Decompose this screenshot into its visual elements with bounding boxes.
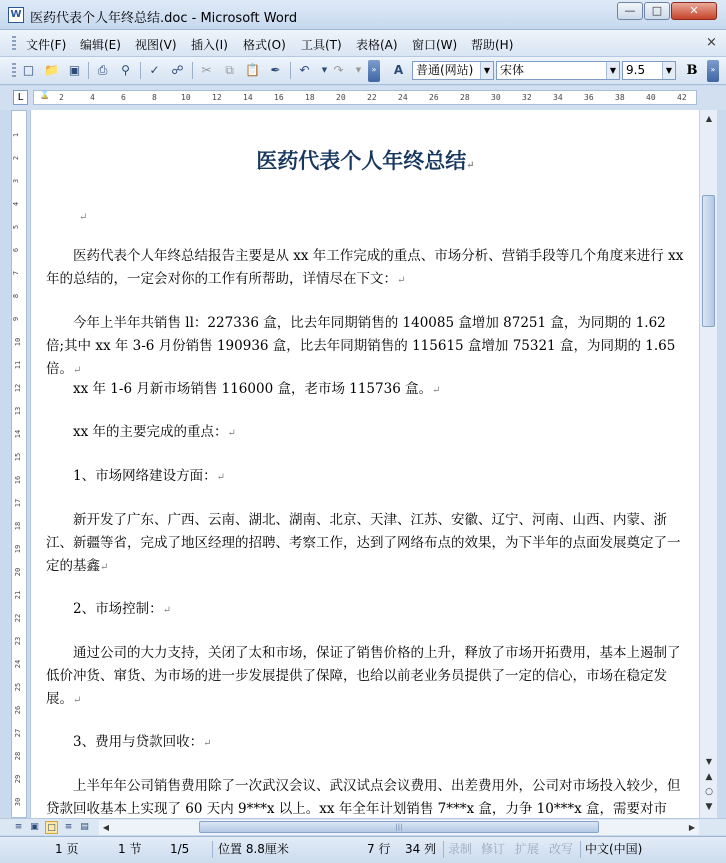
standard-toolbar xyxy=(0,57,726,85)
status-position[interactable]: 位置 8.8厘米 xyxy=(218,842,289,856)
paste-icon[interactable]: 📋 xyxy=(245,63,260,77)
select-browse-object-icon[interactable]: ○ xyxy=(705,787,713,797)
vruler-tick: 30 xyxy=(14,797,23,807)
font-size-value: 9.5 xyxy=(626,63,646,77)
document-title[interactable]: 医药代表个人年终总结↵ xyxy=(256,148,475,173)
font-value: 宋体 xyxy=(500,63,525,77)
document-area[interactable] xyxy=(30,110,699,818)
menu-help[interactable]: 帮助(H) xyxy=(471,38,514,52)
vruler-tick: 15 xyxy=(14,452,23,462)
status-section[interactable]: 1 节 xyxy=(118,842,142,856)
vruler-tick: 7 xyxy=(12,270,21,276)
menu-grip[interactable] xyxy=(12,36,16,51)
menu-insert[interactable]: 插入(I) xyxy=(191,38,228,52)
menu-edit[interactable]: 编辑(E) xyxy=(80,38,121,52)
font-size-select[interactable] xyxy=(622,61,676,80)
minimize-button[interactable]: — xyxy=(617,2,643,20)
toolbar-grip[interactable] xyxy=(12,63,16,79)
vertical-scrollbar[interactable] xyxy=(699,110,717,818)
save-icon[interactable]: ▣ xyxy=(68,63,81,77)
ruler-tick: 42 xyxy=(677,93,687,102)
horizontal-scroll-thumb[interactable]: ||| xyxy=(199,821,599,833)
vruler-tick: 6 xyxy=(12,247,21,253)
vruler-tick: 17 xyxy=(14,498,23,508)
toolbar-options-icon[interactable]: » xyxy=(707,60,719,82)
paragraph-heading-3[interactable]: 3、费用与贷款回收：↵ xyxy=(73,734,212,750)
paragraph-heading-1[interactable]: 1、市场网络建设方面：↵ xyxy=(73,468,225,484)
scroll-left-icon[interactable]: ◀ xyxy=(102,823,110,832)
ruler-tick: 28 xyxy=(460,93,470,102)
vruler-tick: 26 xyxy=(14,705,23,715)
web-layout-icon[interactable]: ▣ xyxy=(30,822,39,832)
ruler-tick: 32 xyxy=(522,93,532,102)
normal-view-icon[interactable]: ≡ xyxy=(14,822,23,832)
status-column[interactable]: 34 列 xyxy=(405,842,437,856)
horizontal-scrollbar[interactable] xyxy=(99,820,699,835)
status-track-changes[interactable]: 修订 xyxy=(481,842,506,856)
scroll-down-icon[interactable]: ▼ xyxy=(705,757,713,766)
ruler-tick: 24 xyxy=(398,93,408,102)
chevron-down-icon[interactable]: ▼ xyxy=(606,62,619,79)
horizontal-ruler[interactable] xyxy=(33,90,697,105)
toolbar-options-icon[interactable]: » xyxy=(368,60,380,82)
window-title: 医药代表个人年终总结.doc - Microsoft Word xyxy=(30,11,298,26)
menu-tools[interactable]: 工具(T) xyxy=(301,38,342,52)
bold-button[interactable]: B xyxy=(686,63,698,78)
redo-icon[interactable]: ↷ xyxy=(333,63,344,77)
vruler-tick: 20 xyxy=(14,567,23,577)
vruler-tick: 18 xyxy=(14,521,23,531)
research-icon[interactable]: ☍ xyxy=(171,63,184,77)
paragraph-market-control[interactable]: 通过公司的大力支持，关闭了太和市场，保证了销售价格的上升，释放了市场开拓费用，基本上遏制了低价冲货、窜货、为市场的进一步发展提供了保障，也给以前老业务员提供了一定的信心，市场在稳定发展。↵ xyxy=(46,645,681,707)
vruler-tick: 11 xyxy=(14,360,23,370)
vruler-tick: 19 xyxy=(14,544,23,554)
paragraph-heading-2[interactable]: 2、市场控制：↵ xyxy=(73,601,171,617)
indent-marker-icon[interactable]: ⌛ xyxy=(39,90,51,100)
vertical-scroll-thumb[interactable] xyxy=(702,195,715,327)
tab-selector[interactable]: L xyxy=(13,90,28,105)
vruler-tick: 14 xyxy=(14,429,23,439)
ruler-tick: 34 xyxy=(553,93,563,102)
paragraph-intro[interactable]: 医药代表个人年终总结报告主要是从 xx 年工作完成的重点、市场分析、营销手段等几个角度来进行 xx 年的总结的，一定会对你的工作有所帮助，详情尽在下文：↵ xyxy=(46,248,684,287)
vertical-ruler[interactable] xyxy=(11,110,27,818)
status-overtype[interactable]: 改写 xyxy=(549,842,574,856)
word-app-icon[interactable]: W xyxy=(8,7,24,23)
vruler-tick: 9 xyxy=(12,316,21,322)
vruler-tick: 8 xyxy=(12,293,21,299)
status-language[interactable]: 中文(中国) xyxy=(585,842,643,856)
status-divider xyxy=(580,841,581,858)
menu-view[interactable]: 视图(V) xyxy=(135,38,177,52)
status-page-of[interactable]: 1/5 xyxy=(170,842,190,856)
new-icon[interactable]: □ xyxy=(22,63,35,77)
ruler-tick: 30 xyxy=(491,93,501,102)
status-record[interactable]: 录制 xyxy=(448,842,473,856)
status-extend[interactable]: 扩展 xyxy=(515,842,540,856)
ruler-tick: 2 xyxy=(59,93,64,102)
vruler-tick: 3 xyxy=(12,178,21,184)
spelling-icon[interactable]: ✓ xyxy=(149,63,160,77)
cut-icon[interactable]: ✂ xyxy=(201,63,212,77)
ruler-tick: 38 xyxy=(615,93,625,102)
print-icon[interactable]: ⎙ xyxy=(97,63,108,77)
toolbar-separator xyxy=(140,62,141,79)
style-select[interactable] xyxy=(412,61,494,80)
vruler-tick: 22 xyxy=(14,613,23,623)
ruler-tick: 20 xyxy=(336,93,346,102)
menu-window[interactable]: 窗口(W) xyxy=(412,38,458,52)
font-select[interactable] xyxy=(496,61,620,80)
menu-file[interactable]: 文件(F) xyxy=(26,38,67,52)
ruler-tick: 8 xyxy=(152,93,157,102)
outline-view-icon[interactable]: ≡ xyxy=(64,822,73,832)
scroll-right-icon[interactable]: ▶ xyxy=(688,823,696,832)
maximize-button[interactable]: □ xyxy=(644,2,670,20)
format-painter-icon[interactable]: ✒ xyxy=(270,63,281,77)
paragraph-expenses[interactable]: 上半年年公司销售费用除了一次武汉会议、武汉试点会议费用、出差费用外，公司对市场投入较少，但贷款回收基本上实现了 60 天内 9***x 以上。xx 年全年计划销售 7***x 盒，力争 10***x 盒，需要对市 xyxy=(46,778,681,817)
ruler-tick: 26 xyxy=(429,93,439,102)
paragraph-key-points[interactable]: xx 年的主要完成的重点：↵ xyxy=(73,424,236,440)
paragraph-network[interactable]: 新开发了广东、广西、云南、湖北、湖南、北京、天津、江苏、安徽、辽宁、河南、山西、内蒙、浙江、新疆等省，完成了地区经理的招聘、考察工作，达到了网络布点的效果，为下半年的点面发展奠定了一定的基鑫↵ xyxy=(46,512,681,574)
vruler-tick: 10 xyxy=(14,337,23,347)
ruler-row xyxy=(0,86,726,110)
empty-paragraph[interactable]: ↵ xyxy=(79,212,88,223)
ruler-tick: 18 xyxy=(305,93,315,102)
undo-dropdown-icon[interactable]: ▼ xyxy=(321,66,328,74)
close-button[interactable]: ✕ xyxy=(671,2,717,20)
status-line[interactable]: 7 行 xyxy=(367,842,391,856)
vruler-tick: 13 xyxy=(14,406,23,416)
style-value: 普通(网站) xyxy=(416,63,474,77)
status-divider xyxy=(212,841,213,858)
styles-formatting-icon[interactable]: A xyxy=(393,63,404,77)
vruler-tick: 2 xyxy=(12,155,21,161)
ruler-tick: 10 xyxy=(181,93,191,102)
toolbar-separator xyxy=(290,62,291,79)
scroll-up-icon[interactable]: ▲ xyxy=(705,114,713,123)
vruler-tick: 16 xyxy=(14,475,23,485)
toolbar-separator xyxy=(88,62,89,79)
paragraph-sales[interactable]: 今年上半年共销售 ll：227336 盒，比去年同期销售的 140085 盒增加 87251 盒，为同期的 1.62 倍;其中 xx 年 3-6 月份销售 190936 盒，比去年同期销售的 115615 盒增加 75321 盒，为同期的 1.65 倍。↵ xyxy=(46,315,676,377)
status-page[interactable]: 1 页 xyxy=(55,842,79,856)
ruler-tick: 12 xyxy=(212,93,222,102)
previous-page-icon[interactable]: ▲ xyxy=(705,772,713,782)
ruler-tick: 16 xyxy=(274,93,284,102)
menu-bar xyxy=(0,30,726,57)
ruler-tick: 6 xyxy=(121,93,126,102)
vruler-tick: 24 xyxy=(14,659,23,669)
menu-format[interactable]: 格式(O) xyxy=(243,38,286,52)
next-page-icon[interactable]: ▼ xyxy=(705,802,713,812)
vruler-tick: 25 xyxy=(14,682,23,692)
print-layout-icon[interactable]: □ xyxy=(45,821,58,834)
vruler-tick: 28 xyxy=(14,751,23,761)
vruler-tick: 12 xyxy=(14,383,23,393)
document-page[interactable] xyxy=(31,110,699,818)
reading-layout-icon[interactable]: ▤ xyxy=(80,822,89,832)
vruler-tick: 5 xyxy=(12,224,21,230)
vruler-tick: 29 xyxy=(14,774,23,784)
undo-icon[interactable]: ↶ xyxy=(299,63,310,77)
chevron-down-icon[interactable]: ▼ xyxy=(480,62,493,79)
vruler-tick: 21 xyxy=(14,590,23,600)
ruler-tick: 40 xyxy=(646,93,656,102)
vruler-tick: 1 xyxy=(12,132,21,138)
status-divider xyxy=(443,841,444,858)
toolbar-separator xyxy=(192,62,193,79)
open-icon[interactable]: 📁 xyxy=(44,63,59,77)
redo-dropdown-icon[interactable]: ▼ xyxy=(355,66,362,74)
title-bar xyxy=(0,0,726,30)
vruler-tick: 4 xyxy=(12,201,21,207)
ruler-tick: 22 xyxy=(367,93,377,102)
paragraph-market-sales[interactable]: xx 年 1-6 月新市场销售 116000 盒，老市场 115736 盒。↵ xyxy=(73,381,441,397)
vruler-tick: 23 xyxy=(14,636,23,646)
ruler-tick: 14 xyxy=(243,93,253,102)
status-bar xyxy=(0,836,726,863)
print-preview-icon[interactable]: ⚲ xyxy=(121,63,130,77)
ruler-tick: 36 xyxy=(584,93,594,102)
vruler-tick: 27 xyxy=(14,728,23,738)
close-document-icon[interactable]: × xyxy=(706,35,717,50)
horizontal-scroll-row xyxy=(0,818,726,835)
chevron-down-icon[interactable]: ▼ xyxy=(662,62,675,79)
copy-icon[interactable]: ⧉ xyxy=(225,63,234,77)
menu-table[interactable]: 表格(A) xyxy=(356,38,398,52)
ruler-tick: 4 xyxy=(90,93,95,102)
